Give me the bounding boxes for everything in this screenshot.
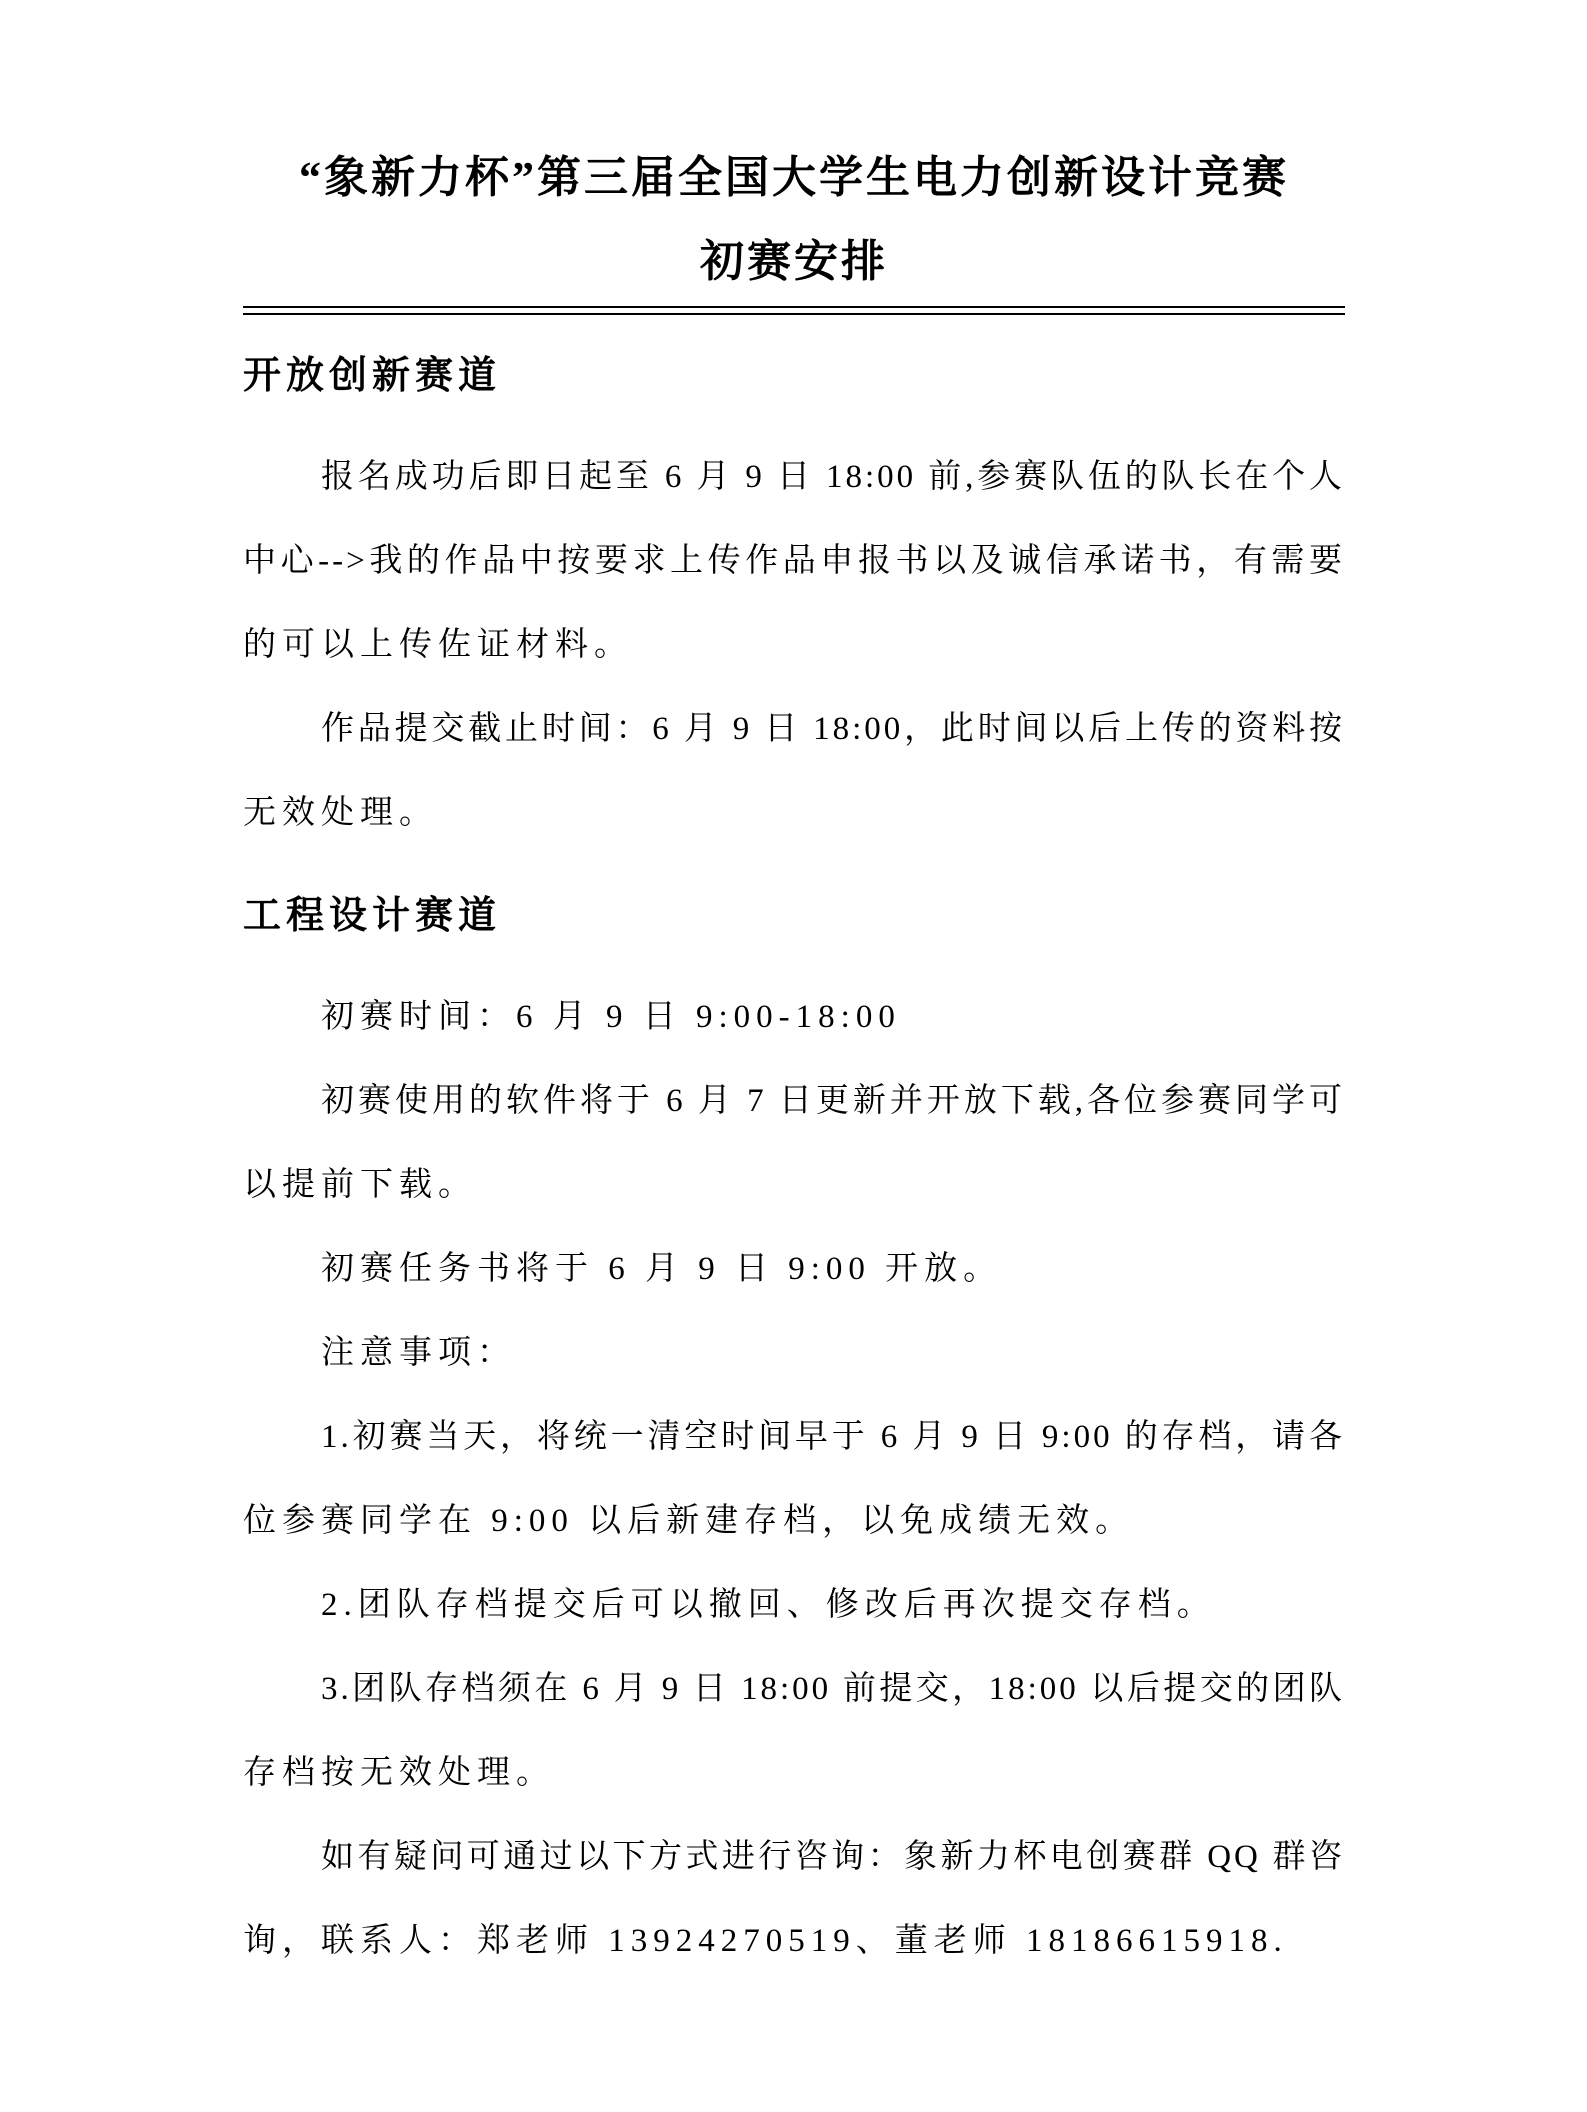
section-heading: 工程设计赛道 [243, 895, 502, 937]
paragraph [243, 435, 1345, 687]
paragraph [243, 1647, 1345, 1815]
paragraph [243, 1059, 1345, 1227]
text-line: 初赛使用的软件将于 6 月 7 日更新并开放下载,各位参赛同学可 [321, 1083, 1345, 1119]
document-body [243, 334, 1345, 1983]
text-line: 1.初赛当天，将统一清空时间早于 6 月 9 日 9:00 的存档，请各 [321, 1419, 1345, 1455]
section-heading: 开放创新赛道 [243, 355, 502, 397]
text-line: 初赛任务书将于 6 月 9 日 9:00 开放。 [321, 1251, 1003, 1287]
document-title-line-2: 初赛安排 [700, 237, 888, 286]
document-title [198, 136, 1390, 304]
paragraph [243, 1395, 1345, 1563]
paragraph [243, 1227, 1345, 1311]
paragraph [243, 687, 1345, 855]
text-line: 如有疑问可通过以下方式进行咨询：象新力杯电创赛群 QQ 群咨 [321, 1839, 1345, 1875]
text-line: 报名成功后即日起至 6 月 9 日 18:00 前,参赛队伍的队长在个人 [321, 459, 1345, 495]
text-line: 3.团队存档须在 6 月 9 日 18:00 前提交，18:00 以后提交的团队 [321, 1671, 1345, 1707]
text-line: 2.团队存档提交后可以撤回、修改后再次提交存档。 [321, 1587, 1216, 1623]
text-line: 初赛时间：6 月 9 日 9:00-18:00 [321, 999, 901, 1035]
paragraph [243, 1311, 1345, 1395]
text-line: 作品提交截止时间：6 月 9 日 18:00，此时间以后上传的资料按 [321, 711, 1345, 747]
paragraph [243, 1563, 1345, 1647]
paragraph [243, 975, 1345, 1059]
text-line: 中心-->我的作品中按要求上传作品申报书以及诚信承诺书，有需要 [243, 543, 1345, 579]
text-line: 询，联系人：郑老师 13924270519、董老师 18186615918. [243, 1923, 1288, 1959]
text-line: 存档按无效处理。 [243, 1755, 555, 1791]
document-header [243, 136, 1345, 315]
paragraph [243, 1815, 1345, 1983]
text-line: 位参赛同学在 9:00 以后新建存档，以免成绩无效。 [243, 1503, 1135, 1539]
text-line: 注意事项： [321, 1335, 516, 1371]
text-line: 以提前下载。 [243, 1167, 477, 1203]
text-line: 的可以上传佐证材料。 [243, 627, 633, 663]
text-line: 无效处理。 [243, 795, 438, 831]
document-title-line-1: “象新力杯”第三届全国大学生电力创新设计竞赛 [299, 153, 1289, 202]
title-divider-double-rule [243, 306, 1345, 315]
